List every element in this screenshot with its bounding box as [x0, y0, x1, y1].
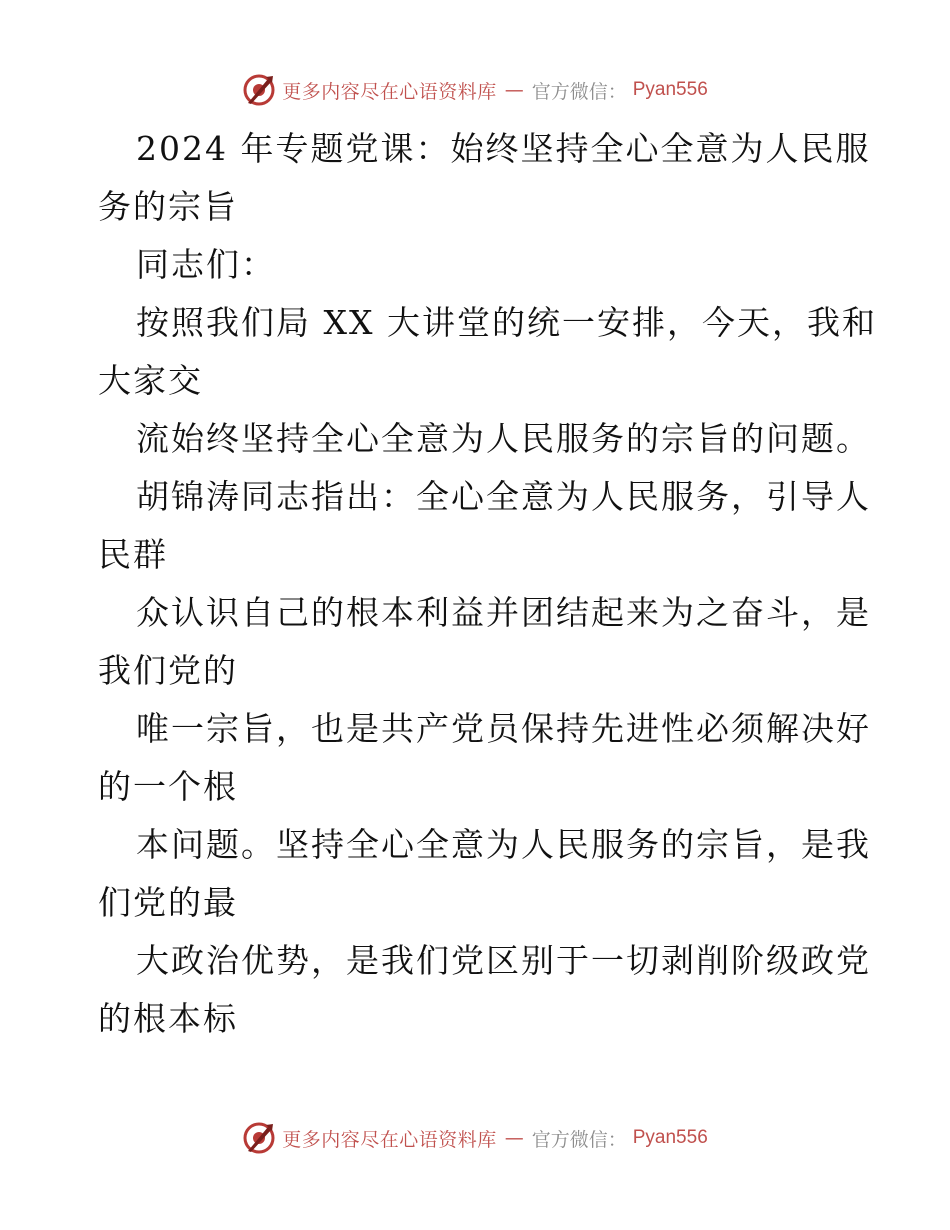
footer-watermark — [0, 1118, 950, 1158]
text-line: 唯一宗旨，也是共产党员保持先进性必须解决好 — [136, 709, 871, 748]
text-line: 民群 — [98, 535, 168, 574]
text-line: 务的宗旨 — [98, 187, 238, 226]
text-line: 的一个根 — [98, 767, 238, 806]
header-watermark — [0, 70, 950, 110]
quill-seal-icon — [242, 73, 276, 107]
watermark-group — [242, 73, 708, 107]
watermark-site-text: 更多内容尽在心语资料库 — [282, 1128, 497, 1151]
text-line: 我们党的 — [98, 651, 238, 690]
text-line: 大政治优势，是我们党区别于一切剥削阶级政党 — [136, 941, 871, 980]
quill-seal-icon — [242, 1121, 276, 1155]
watermark-site-text: 更多内容尽在心语资料库 — [282, 80, 497, 103]
text-line: 按照我们局 XX 大讲堂的统一安排，今天，我和 — [136, 303, 877, 342]
text-line: 流始终坚持全心全意为人民服务的宗旨的问题。 — [136, 419, 871, 458]
watermark-separator: — — [504, 1127, 524, 1149]
watermark-account-id: Pyan556 — [632, 1127, 708, 1148]
watermark-group — [242, 1121, 708, 1155]
document-body — [98, 120, 877, 1048]
text-line: 们党的最 — [98, 883, 238, 922]
watermark-account-id: Pyan556 — [632, 79, 708, 100]
text-line: 2024 年专题党课：始终坚持全心全意为人民服 — [136, 129, 871, 168]
text-line: 同志们： — [136, 245, 276, 284]
watermark-official-label: 官方微信： — [531, 80, 627, 103]
watermark-official-label: 官方微信： — [531, 1128, 627, 1151]
text-line: 本问题。坚持全心全意为人民服务的宗旨，是我 — [136, 825, 871, 864]
text-line: 胡锦涛同志指出：全心全意为人民服务，引导人 — [136, 477, 871, 516]
text-line: 众认识自己的根本利益并团结起来为之奋斗，是 — [136, 593, 871, 632]
text-line: 的根本标 — [98, 999, 238, 1038]
text-line: 大家交 — [98, 361, 203, 400]
watermark-separator: — — [504, 79, 524, 101]
